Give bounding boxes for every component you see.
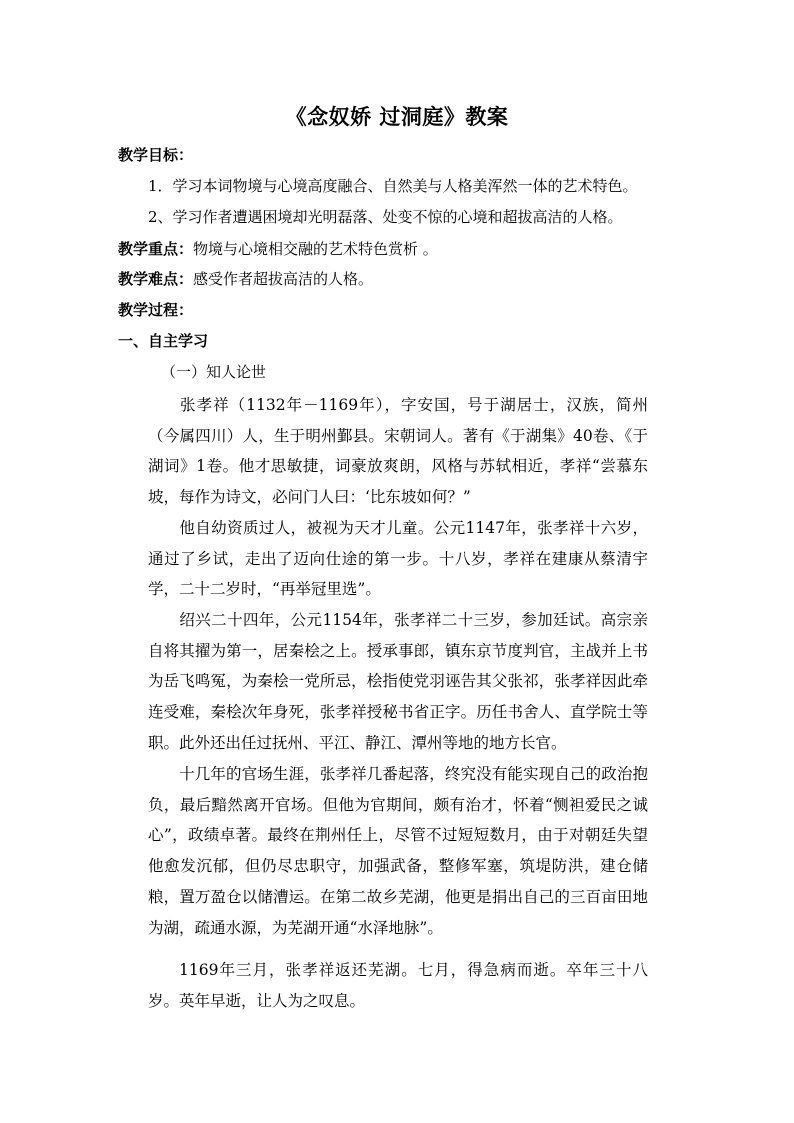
body-paragraph: [148, 605, 648, 759]
goal-item-2: 2、学习作者遭遇困境却光明磊落、处变不惊的心境和超拔高洁的人格。: [148, 208, 623, 226]
body-paragraph: [148, 390, 648, 513]
body-paragraph: [148, 955, 648, 1016]
key-point-label: 教学重点：: [118, 240, 194, 258]
difficulty-line: [118, 267, 373, 291]
section-heading: 一、自主学习: [118, 332, 209, 350]
body-paragraph: [148, 513, 648, 605]
body-paragraph: [148, 759, 648, 943]
page-title: 《念奴娇 过洞庭》教案: [285, 104, 509, 129]
paragraph-text: 十几年的官场生涯，张孝祥几番起落，终究没有能实现自己的政治抱负，最后黯然离开官场。但他为官期间，颇有治才，怀着“恻袒爱民之诚心”，政绩卓著。最终在荆州任上，尽管不过短短数月，由于对朝廷失望他愈发沉郁，但仍尽忠职守，加强武备，整修军塞，筑堤防洪，建仓储粮，置万盈仓以储漕运。在第二故乡芜湖，他更是捐出自己的三百亩田地为湖，疏通水源，为芜湖开通“水泽地脉”。: [148, 765, 648, 937]
paragraph-text: 张孝祥（1132年－1169年），字安国，号于湖居士，汉族，简州（今属四川）人，生于明州鄞县。宋朝词人。著有《于湖集》40卷、《于湖词》1卷。他才思敏捷，词豪放爽朗，风格与苏轼相近，孝祥“尝慕东坡，每作为诗文，必问门人曰：‘比东坡如何？”: [148, 396, 648, 507]
goals-heading: 教学目标：: [118, 146, 194, 164]
difficulty-label: 教学难点：: [118, 270, 194, 288]
key-point-line: [118, 237, 438, 261]
paragraph-text: 绍兴二十四年，公元1154年，张孝祥二十三岁，参加廷试。高宗亲自将其擢为第一，居秦桧之上。授承事郎，镇东京节度判官，主战并上书为岳飞鸣冤，为秦桧一党所忌，桧指使党羽诬告其父张祁，张孝祥因此牵连受难，秦桧次年身死，张孝祥授秘书省正字。历任书舍人、直学院士等职。此外还出任过抚州、平江、静江、潭州等地的地方长官。: [148, 611, 648, 752]
subsection-heading: （一）知人论世: [161, 363, 267, 381]
paragraph-text: 1169年三月，张孝祥返还芜湖。七月，得急病而逝。卒年三十八岁。英年早逝，让人为之叹息。: [148, 961, 648, 1010]
process-heading: 教学过程：: [118, 301, 194, 319]
goal-item-1: 1．学习本词物境与心境高度融合、自然美与人格美浑然一体的艺术特色。: [148, 177, 638, 195]
difficulty-text: 感受作者超拔高洁的人格。: [193, 270, 374, 288]
paragraph-text: 他自幼资质过人，被视为天才儿童。公元1147年，张孝祥十六岁，通过了乡试，走出了迈向仕途的第一步。十八岁，孝祥在建康从蔡清宇学，二十二岁时，“再举冠里选”。: [148, 519, 648, 599]
key-point-text: 物境与心境相交融的艺术特色赏析 。: [193, 240, 438, 258]
